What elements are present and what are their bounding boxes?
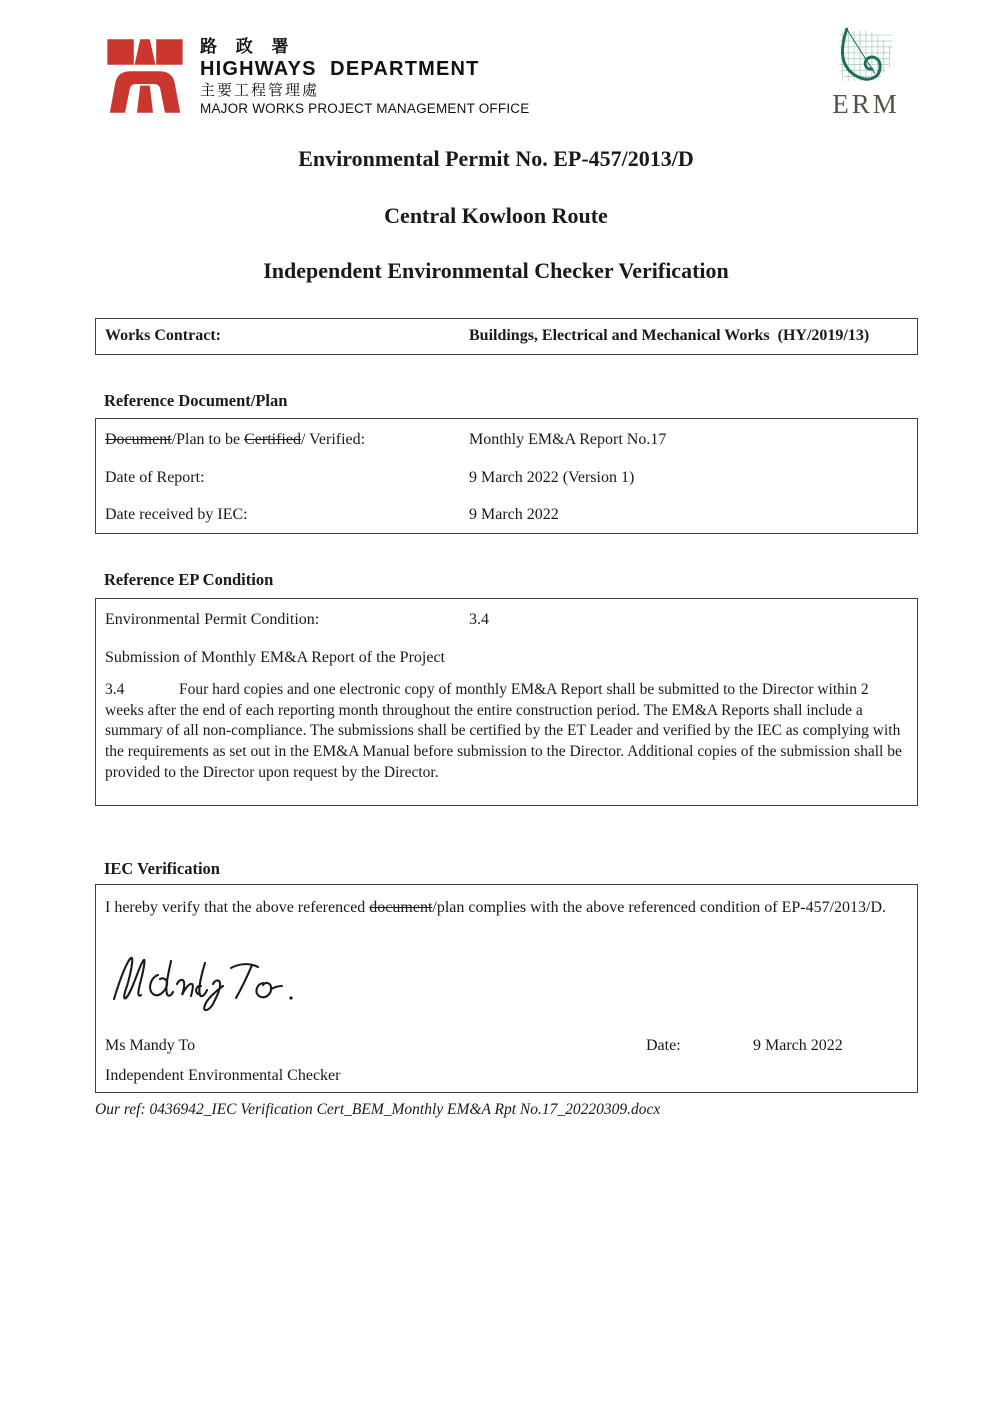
date-received-value: 9 March 2022 [469,506,559,523]
strike-document: Document [105,431,172,448]
ep-condition-value: 3.4 [469,611,489,628]
document-plan-value: Monthly EM&A Report No.17 [469,431,667,448]
document-plan-label [105,431,365,449]
ep-condition-subtitle: Submission of Monthly EM&A Report of the Project [105,649,445,666]
erm-logo [826,26,906,118]
erm-wordmark: ERM [832,89,900,119]
signature-mandy-to [110,949,295,1011]
highways-department-logo-icon [104,36,186,116]
our-ref-line: Our ref: 0436942_IEC Verification Cert_BEM_Monthly EM&A Rpt No.17_20220309.docx [95,1101,661,1118]
erm-spiral-icon [829,26,903,90]
ep-condition-clause [105,680,909,784]
project-title: Central Kowloon Route [384,203,608,228]
reference-document-box [95,418,918,534]
iec-statement-pre: I hereby verify that the above referenced [105,899,370,916]
clause-number: 3.4 [105,681,125,698]
works-contract-box [95,318,918,355]
ep-condition-row [105,611,907,631]
signer-title: Independent Environmental Checker [105,1067,341,1084]
document-plan-row [96,431,917,469]
works-contract-value: Buildings, Electrical and Mechanical Works (HY/2019/13) [469,327,870,344]
date-received-label: Date received by IEC: [105,506,248,523]
document-plan-label-tail: / Verified: [300,431,366,448]
signer-row [105,1037,909,1059]
hyd-chinese-title: 路 政 署 [200,37,296,56]
iec-statement-post: /plan complies with the above referenced condition of EP-457/2013/D. [432,899,887,916]
works-contract-label: Works Contract: [105,327,221,344]
date-of-report-value: 9 March 2022 (Version 1) [469,468,635,486]
document-plan-label-mid: /Plan to be [171,431,245,448]
document-type-title: Independent Environmental Checker Verification [263,258,729,283]
iec-statement [105,897,900,919]
strike-document-statement: document [369,899,433,916]
strike-certified: Certified [244,431,301,448]
clause-text: Four hard copies and one electronic copy of monthly EM&A Report shall be submitted to the Director within 2 weeks after the end of each reporting month throughout the entire construction period. The EM&A Reports shall include a summary of all non-compliance. The submissions shall be certified by the ET Leader and verified by the IEC as complying with the requirements as set out in the EM&A Manual before submission to the Director. Additional copies of the submission shall be provided to the Director upon request by the Director. [105,681,902,781]
signer-name: Ms Mandy To [105,1037,196,1054]
signature-period-dot [289,996,292,999]
hyd-english-title: HIGHWAYS DEPARTMENT [200,58,480,80]
hyd-english-office: MAJOR WORKS PROJECT MANAGEMENT OFFICE [200,101,530,116]
hyd-chinese-office: 主要工程管理處 [200,82,320,99]
date-value: 9 March 2022 [753,1037,843,1054]
date-received-row [96,506,917,544]
date-of-report-label: Date of Report: [105,468,205,486]
reference-ep-box [95,598,918,806]
date-of-report-row [96,469,917,507]
iec-verification-box [95,884,918,1093]
date-label: Date: [646,1037,681,1054]
ep-condition-label: Environmental Permit Condition: [105,611,320,628]
iec-verification-heading: IEC Verification [104,859,220,878]
reference-document-heading: Reference Document/Plan [104,391,288,410]
permit-number-title: Environmental Permit No. EP-457/2013/D [298,146,694,171]
highways-department-header [200,37,529,117]
reference-ep-heading: Reference EP Condition [104,570,274,589]
